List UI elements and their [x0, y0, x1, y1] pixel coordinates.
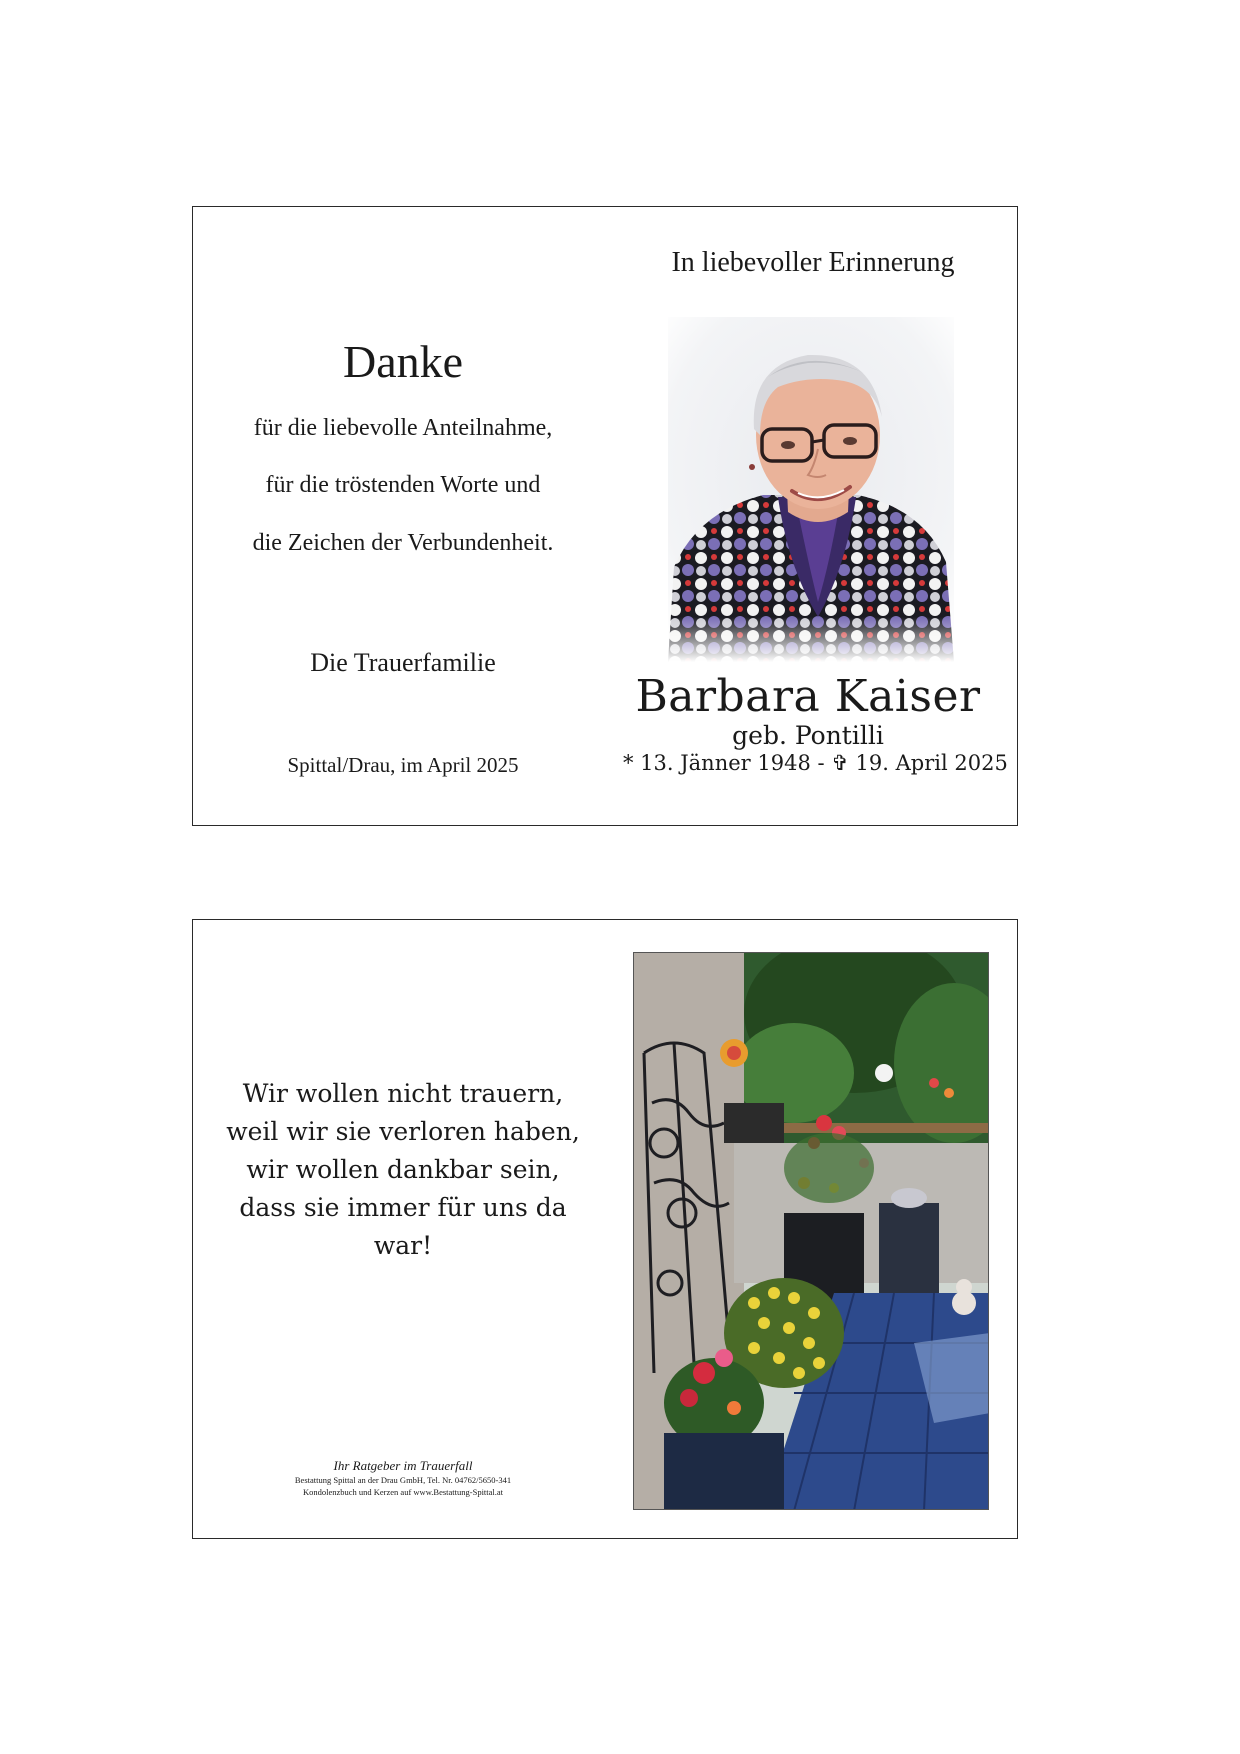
life-dates: * 13. Jänner 1948 - ✞ 19. April 2025 [623, 751, 1008, 775]
thanks-title: Danke [342, 336, 464, 387]
memory-heading: In liebevoller Erinnerung [671, 247, 955, 278]
verse-line: dass sie immer für uns da war! [239, 1193, 567, 1260]
balcony-flowers-photo [633, 952, 989, 1510]
memorial-card-back [192, 919, 1018, 1539]
footer-website: Kondolenzbuch und Kerzen auf www.Bestattung-Spittal.at [302, 1487, 504, 1497]
thanks-line: für die tröstenden Worte und [265, 472, 541, 498]
memorial-card-front [192, 206, 1018, 826]
undertaker-footer [213, 1458, 593, 1498]
deceased-name: Barbara Kaiser [635, 671, 981, 722]
verse-block [213, 1075, 593, 1265]
portrait-photo [668, 317, 954, 662]
footer-slogan: Ihr Ratgeber im Trauerfall [333, 1458, 473, 1473]
thanks-line: die Zeichen der Verbundenheit. [252, 530, 554, 556]
maiden-name: geb. Pontilli [732, 721, 884, 750]
verse-line: weil wir sie verloren haben, [226, 1117, 580, 1146]
family-signature: Die Trauerfamilie [310, 648, 496, 677]
place-date: Spittal/Drau, im April 2025 [287, 753, 519, 777]
verse-line: Wir wollen nicht trauern, [242, 1079, 564, 1108]
verse-line: wir wollen dankbar sein, [246, 1155, 560, 1184]
thanks-line: für die liebevolle Anteilnahme, [253, 415, 553, 441]
footer-contact: Bestattung Spittal an der Drau GmbH, Tel. Nr. 04762/5650-341 [294, 1475, 512, 1485]
